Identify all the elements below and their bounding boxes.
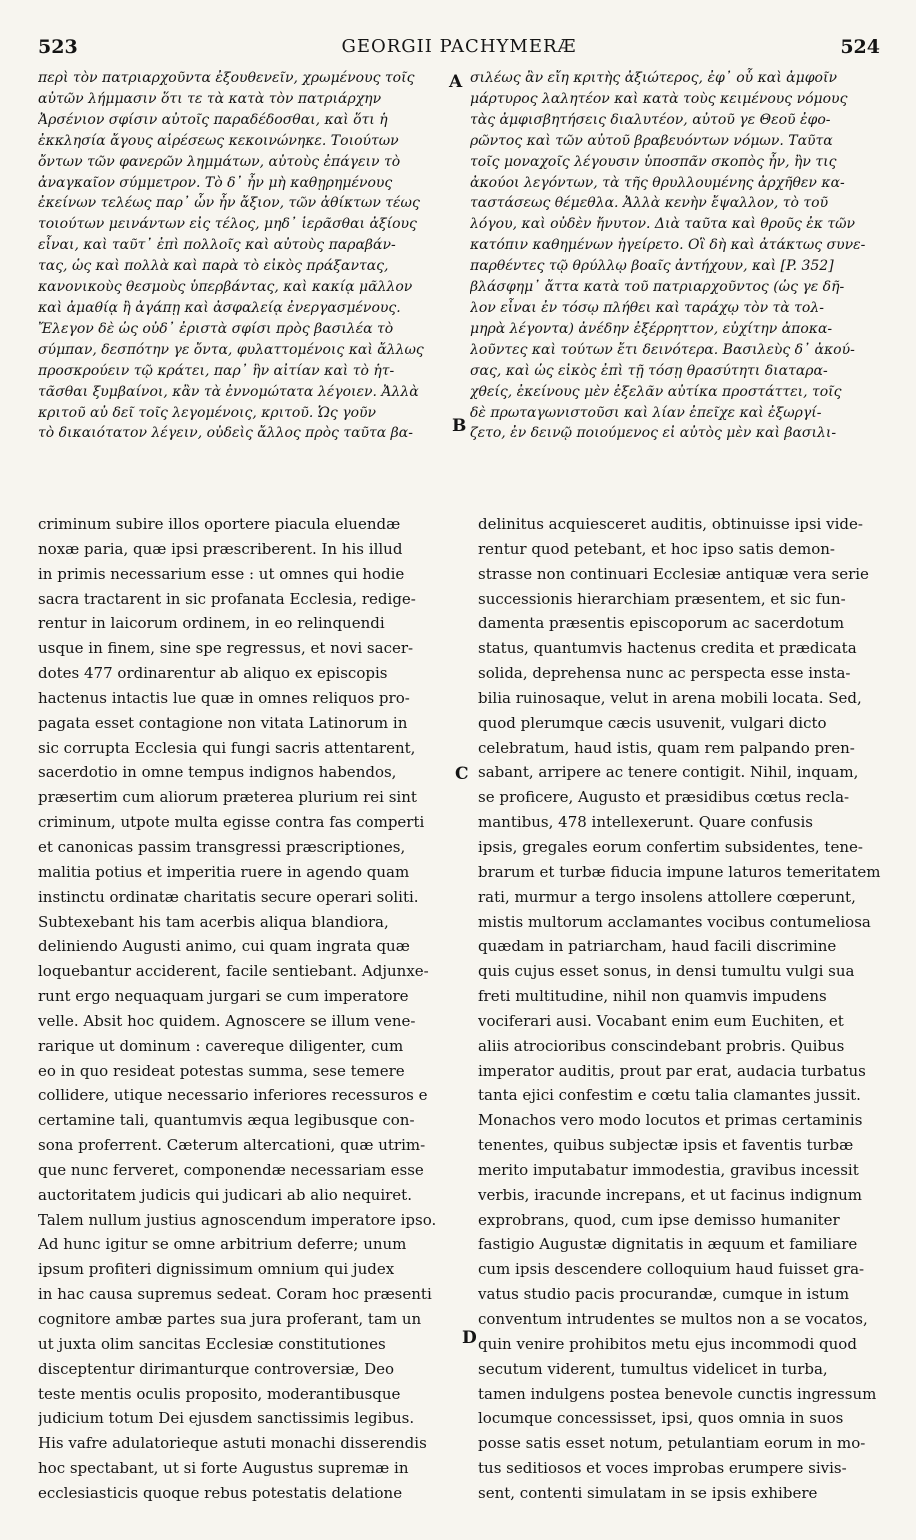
text-line: verbis, iracunde increpans, et ut facinus indignum	[478, 1185, 862, 1204]
text-line: fastigio Augustæ dignitatis in æquum et familiare	[478, 1235, 858, 1254]
text-line: τας, ὡς καὶ πολλὰ καὶ παρὰ τὸ εἰκὸς πράξαντας,	[38, 258, 389, 275]
text-line: λοῦντες καὶ τούτων ἔτι δεινότερα. Βασιλεὺς δ᾿ ἀκού-	[470, 341, 855, 358]
text-line: sent, contenti simulatam in se ipsis exhibere	[478, 1483, 818, 1502]
text-line: runt ergo nequaquam jurgari se cum imperatore	[38, 987, 409, 1006]
text-line: vociferari ausi. Vocabant enim eum Euchiten, et	[478, 1011, 844, 1030]
text-line: eo in quo resideat potestas summa, sese temere	[38, 1061, 405, 1080]
text-line: κριτοῦ αὐ δεῖ τοῖς λεγομένοις, κριτοῦ. Ὡς γοῦν	[38, 404, 377, 421]
text-line: et canonicas passim transgressi præscriptiones,	[38, 837, 406, 856]
text-line: sabant, arripere ac tenere contigit. Nihil, inquam,	[478, 763, 859, 782]
greek-column-left	[38, 68, 456, 498]
text-line: tus seditiosos et voces improbas erumpere sivis-	[478, 1459, 847, 1478]
text-line: quædam in patriarcham, haud facili discrimine	[478, 937, 837, 956]
text-line: Subtexebant his tam acerbis aliqua blandiora,	[38, 912, 389, 931]
text-line: sona proferrent. Cæterum altercationi, quæ utrim-	[38, 1136, 426, 1155]
text-line: malitia potius et imperitia ruere in agendo quam	[38, 862, 410, 881]
text-line: Ἀρσένιον σφίσιν αὐτοῖς παραδέδοσθαι, καὶ ὅτι ἡ	[38, 111, 388, 128]
text-line: ἀκούοι λεγόντων, τὰ τῆς θρυλλουμένης ἀρχῆθεν κα-	[470, 174, 845, 191]
text-line: ecclesiasticis quoque rebus potestatis delatione	[38, 1483, 403, 1502]
text-line: criminum, utpote multa egisse contra fas comperti	[38, 813, 425, 832]
text-line: καὶ ἀμαθίᾳ ἢ ἀγάπῃ καὶ ἀσφαλείᾳ ἐνεργασμένους.	[38, 299, 401, 316]
text-line: delinitus acquiesceret auditis, obtinuisse ipsi vide-	[478, 515, 863, 533]
page-number-left: 523	[38, 36, 78, 58]
text-line: quod plerumque cæcis usuvenit, vulgari dicto	[478, 713, 827, 732]
text-line: λόγου, καὶ οὐδὲν ἤνυτον. Διὰ ταῦτα καὶ θροῦς ἐκ τῶν	[470, 216, 856, 233]
text-line: τᾶσθαι ξυμβαίνοι, κἂν τὰ ἐννομώτατα λέγοιεν. Ἀλλὰ	[38, 383, 419, 400]
text-line: judicium totum Dei ejusdem sanctissimis legibus.	[38, 1409, 415, 1428]
text-line: ipsis, gregales eorum confertim subsidentes, tene-	[478, 837, 863, 856]
text-line: τὸ δικαιότατον λέγειν, οὐδεὶς ἄλλος πρὸς ταῦτα βα-	[38, 425, 413, 442]
text-line: in hac causa supremus sedeat. Coram hoc præsenti	[38, 1285, 432, 1304]
text-line: sic corrupta Ecclesia qui fungi sacris attentarent,	[38, 738, 416, 757]
text-line: λον εἶναι ἐν τόσῳ πλήθει καὶ ταράχῳ τὸν τὰ τολ-	[470, 299, 824, 316]
text-line: tamen indulgens postea benevole cunctis ingressum	[478, 1384, 877, 1403]
text-line: freti multitudine, nihil non quamvis impudens	[478, 987, 827, 1006]
text-line: celebratum, haud istis, quam rem palpando pren-	[478, 738, 855, 757]
text-line: auctoritatem judicis qui judicari ab alio nequiret.	[38, 1185, 412, 1204]
text-line: in primis necessarium esse : ut omnes qui hodie	[38, 564, 405, 583]
text-line: mantibus, 478 intellexerunt. Quare confusis	[478, 813, 813, 832]
text-line: strasse non continuari Ecclesiæ antiquæ vera serie	[478, 564, 869, 583]
page-number-right: 524	[840, 36, 880, 58]
section-marker-d: D	[462, 1328, 477, 1348]
text-line: teste mentis oculis proposito, moderantibusque	[38, 1384, 401, 1403]
text-line: brarum et turbæ fiducia impune laturos temeritatem	[478, 862, 881, 881]
text-line: tenentes, quibus subjectæ ipsis et faventis turbæ	[478, 1136, 854, 1155]
text-line: rentur in laicorum ordinem, in eo relinquendi	[38, 614, 385, 633]
text-line: sacerdotio in omne tempus indignos habendos,	[38, 763, 397, 782]
text-line: locumque concessisset, ipsi, quos omnia in suos	[478, 1409, 844, 1428]
text-line: præsertim cum aliorum præterea plurium rei sint	[38, 788, 417, 807]
text-line: παρθέντες τῷ θρύλλῳ βοαῖς ἀντήχουν, καὶ [P. 352]	[470, 258, 834, 275]
text-line: collidere, utique necessario inferiores recessuros e	[38, 1086, 428, 1105]
text-line: damenta præsentis episcoporum ac sacerdotum	[478, 614, 845, 633]
text-line: τὰς ἀμφισβητήσεις διαλυτέον, αὐτοῦ γε Θεοῦ ἐφο-	[470, 111, 831, 128]
text-line: vatus studio pacis procurandæ, cumque in istum	[478, 1285, 850, 1304]
text-line: usque in finem, sine spe regressus, et novi sacer-	[38, 639, 414, 658]
text-line: μάρτυρος λαλητέον καὶ κατὰ τοὺς κειμένους νόμους	[470, 90, 848, 107]
text-line: ταστάσεως θέμεθλα. Ἀλλὰ κενὴν ἔψαλλον, τὸ τοῦ	[470, 195, 829, 212]
text-line: κανονικοὺς θεσμοὺς ὑπερβάντας, καὶ κακίᾳ μᾶλλον	[38, 279, 413, 296]
text-line: successionis hierarchiam præsentem, et sic fun-	[478, 589, 846, 608]
text-line: Monachos vero modo locutos et primas certaminis	[478, 1111, 863, 1130]
text-line: criminum subire illos oportere piacula eluendæ	[38, 515, 401, 533]
text-line: sacra tractarent in sic profanata Ecclesia, redige-	[38, 589, 416, 608]
text-line: Talem nullum justius agnoscendum imperatore ipso.	[38, 1210, 437, 1229]
text-line: ἐκκλησία ἄγους αἱρέσεως κεκοινώνηκε. Τοιούτων	[38, 132, 399, 149]
section-marker-b: B	[452, 416, 467, 436]
text-line: ρῶντος καὶ τῶν αὐτοῦ βραβευόντων νόμων. Ταῦτα	[470, 132, 833, 149]
text-line: δὲ πρωταγωνιστοῦσι καὶ λίαν ἐπεῖχε καὶ ἐξωργί-	[470, 404, 822, 421]
text-line: ὄντων τῶν φανερῶν λημμάτων, αὐτοὺς ἐπάγειν τὸ	[38, 153, 401, 170]
text-line: cum ipsis descendere colloquium haud fuisset gra-	[478, 1260, 865, 1279]
text-line: disceptentur dirimanturque controversiæ, Deo	[38, 1359, 395, 1378]
text-line: imperator auditis, prout par erat, audacia turbatus	[478, 1061, 866, 1080]
text-line: σύμπαν, δεσπότην γε ὄντα, φυλαττομένοις καὶ ἄλλως	[38, 341, 424, 358]
text-line: προσκρούειν τῷ κράτει, παρ᾿ ἣν αἰτίαν καὶ τὸ ἡτ-	[38, 362, 395, 379]
text-line: Ἔλεγον δὲ ὡς οὐδ᾿ ἐριστὰ σφίσι πρὸς βασιλέα τὸ	[38, 320, 394, 337]
text-line: σιλέως ἂν εἴη κριτὴς ἀξιώτερος, ἐφ᾿ οὗ καὶ ἀμφοῖν	[470, 70, 837, 86]
text-line: deliniendo Augusti animo, cui quam ingrata quæ	[38, 937, 410, 956]
text-line: solida, deprehensa nunc ac perspecta esse insta-	[478, 664, 851, 683]
text-line: ut juxta olim sancitas Ecclesiæ constitutiones	[38, 1334, 386, 1353]
text-line: κατόπιν καθημένων ἠγείρετο. Οἳ δὴ καὶ ἀτάκτως συνε-	[470, 237, 866, 254]
text-line: ἀναγκαῖον σύμμετρον. Τὸ δ᾿ ἦν μὴ καθῃρημένους	[38, 174, 393, 191]
text-line: noxæ paria, quæ ipsi præscriberent. In his illud	[38, 539, 403, 558]
text-line: βλάσφημ᾿ ἄττα κατὰ τοῦ πατριαρχοῦντος (ὡς γε δῆ-	[470, 279, 845, 296]
text-line: rati, murmur a tergo insolens attollere cœperunt,	[478, 887, 856, 906]
text-line: mistis multorum acclamantes vocibus contumeliosa	[478, 912, 871, 931]
text-line: que nunc ferveret, componendæ necessariam esse	[38, 1160, 424, 1179]
text-line: Ad hunc igitur se omne arbitrium deferre; unum	[38, 1235, 407, 1254]
text-line: merito imputabatur immodestia, gravibus incessit	[478, 1160, 859, 1179]
text-line: σας, καὶ ὡς εἰκὸς ἐπὶ τῇ τόσῃ θρασύτητι διαταρα-	[470, 362, 828, 379]
text-line: quis cujus esset sonus, in densi tumultu vulgi sua	[478, 962, 855, 981]
text-line: instinctu ordinatæ charitatis secure operari soliti.	[38, 887, 419, 906]
text-line: se proficere, Augusto et præsidibus cœtus recla-	[478, 788, 850, 807]
section-marker-a: A	[449, 72, 463, 92]
text-line: secutum viderent, tumultus videlicet in turba,	[478, 1359, 828, 1378]
text-line: pagata esset contagione non vitata Latinorum in	[38, 713, 408, 732]
text-line: ζετο, ἐν δεινῷ ποιούμενος εἰ αὐτὸς μὲν καὶ βασιλι-	[470, 425, 837, 442]
text-line: τοιούτων μεινάντων εἰς τέλος, μηδ᾿ ἱερᾶσθαι ἀξίους	[38, 216, 417, 233]
text-line: χθείς, ἐκείνους μὲν ἐξελᾶν αὐτίκα προστάττει, τοῖς	[470, 383, 842, 400]
latin-column-right	[478, 512, 884, 1517]
text-line: quin venire prohibitos metu ejus incommodi quod	[478, 1334, 857, 1353]
text-line: μηρὰ λέγοντα) ἀνέδην ἐξέρρηττον, εὐχίτην ἀποκα-	[470, 320, 833, 337]
text-line: hoc spectabant, ut si forte Augustus supremæ in	[38, 1459, 409, 1478]
greek-column-right	[470, 68, 882, 498]
text-line: status, quantumvis hactenus credita et prædicata	[478, 639, 857, 658]
text-line: rentur quod petebant, et hoc ipso satis demon-	[478, 539, 835, 558]
text-line: ἐκείνων τελέως παρ᾿ ὧν ἦν ἄξιον, τῶν ἀθίκτων τέως	[38, 195, 420, 212]
text-line: περὶ τὸν πατριαρχοῦντα ἐξουθενεῖν, χρωμένους τοῖς	[38, 70, 415, 86]
text-line: εἶναι, καὶ ταῦτ᾿ ἐπὶ πολλοῖς καὶ αὐτοὺς παραβάν-	[38, 237, 396, 254]
text-line: bilia ruinosaque, velut in arena mobili locata. Sed,	[478, 688, 862, 707]
text-line: posse satis esset notum, petulantiam eorum in mo-	[478, 1434, 866, 1453]
text-line: aliis atrocioribus conscindebant probris. Quibus	[478, 1036, 845, 1055]
text-line: cognitore ambæ partes sua jura proferant, tam un	[38, 1310, 422, 1328]
running-title: GEORGII PACHYMERÆ	[341, 36, 577, 57]
section-marker-c: C	[455, 764, 469, 784]
page-header	[38, 36, 880, 66]
text-line: dotes 477 ordinarentur ab aliquo ex episcopis	[38, 664, 388, 683]
text-line: αὐτῶν λήμμασιν ὅτι τε τὰ κατὰ τὸν πατριάρχην	[38, 90, 382, 107]
text-line: certamine tali, quantumvis æqua legibusque con-	[38, 1111, 415, 1130]
text-line: His vafre adulatorieque astuti monachi disserendis	[38, 1434, 427, 1453]
text-line: τοῖς μοναχοῖς λέγουσιν ὑποσπᾶν σκοπὸς ἦν, ἢν τις	[470, 153, 837, 170]
text-line: exprobrans, quod, cum ipse demisso humaniter	[478, 1210, 840, 1229]
text-line: tanta ejici confestim e cœtu talia clamantes jussit.	[478, 1086, 861, 1105]
text-line: hactenus intactis lue quæ in omnes reliquos pro-	[38, 688, 410, 707]
latin-column-left	[38, 512, 458, 1517]
text-line: conventum intrudentes se multos non a se vocatos,	[478, 1310, 868, 1328]
text-line: loquebantur acciderent, facile sentiebant. Adjunxe-	[38, 962, 429, 981]
text-line: rarique ut dominum : cavereque diligenter, cum	[38, 1036, 404, 1055]
text-line: velle. Absit hoc quidem. Agnoscere se illum vene-	[38, 1011, 416, 1030]
text-line: ipsum profiteri dignissimum omnium qui judex	[38, 1260, 395, 1279]
